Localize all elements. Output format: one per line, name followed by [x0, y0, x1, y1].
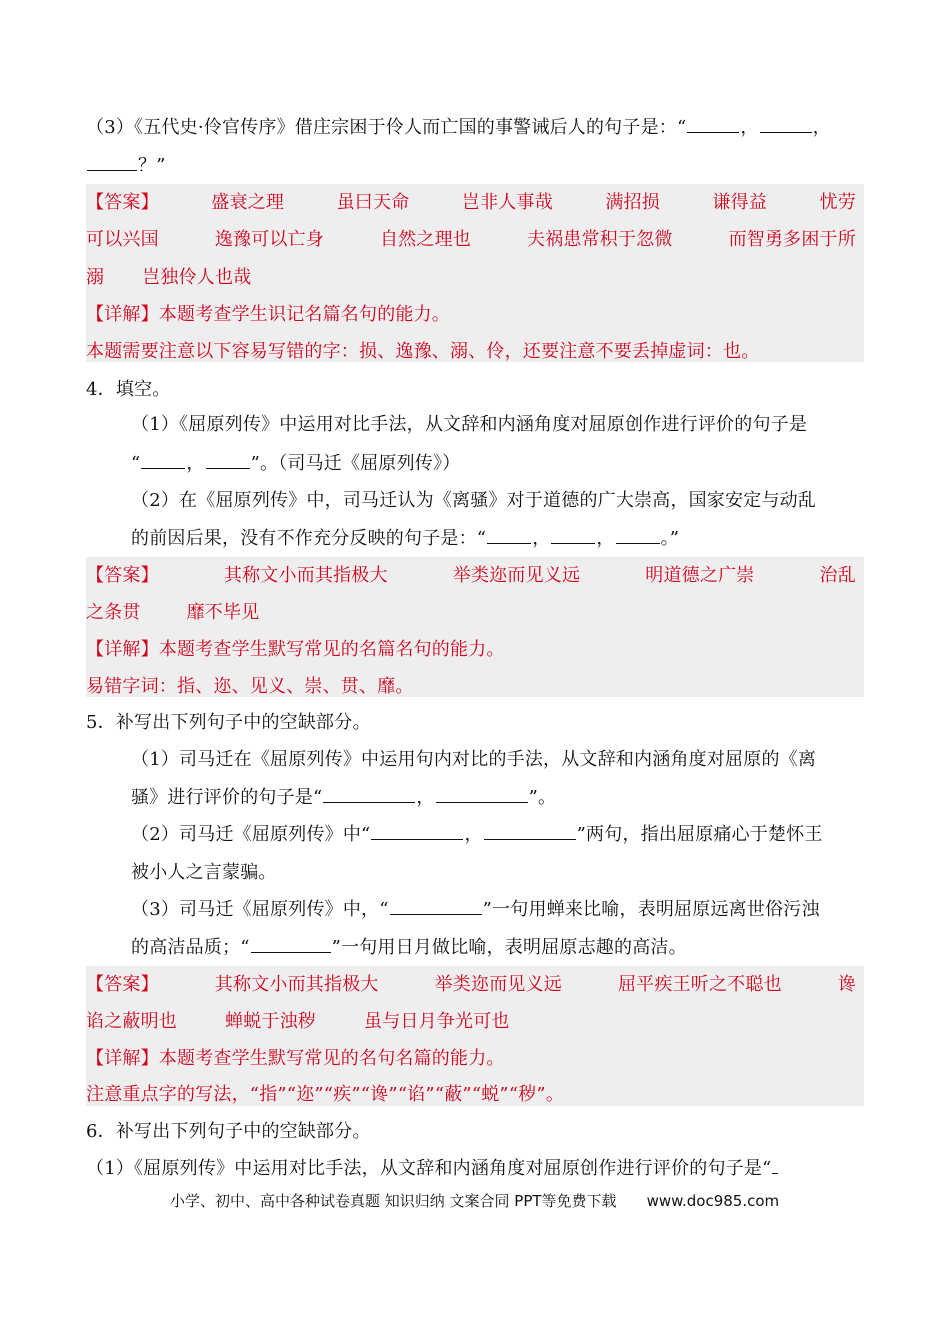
- footer-url[interactable]: www.doc985.com: [646, 1192, 780, 1210]
- answer-item: 夫祸患常积于忽微: [526, 229, 673, 250]
- answer-item: 蝉蜕于浊秽: [225, 1011, 316, 1032]
- blank: [87, 152, 137, 171]
- blank: [772, 1155, 778, 1174]
- answer-label: 【答案】: [86, 974, 159, 995]
- detail-text: 本题考查学生默写常见的名篇名句的能力。: [158, 639, 505, 660]
- question-text: （2）司马迁《屈原列传》中“: [131, 824, 371, 845]
- question-text: 被小人之言蒙骗。: [131, 862, 277, 883]
- q5-p2-line-2: [131, 854, 911, 892]
- question-text: （1）司马迁在《屈原列传》中运用句内对比的手法，从文辞和内涵角度对屈原的《离: [131, 749, 817, 770]
- page-footer: [170, 1190, 850, 1212]
- q4-title: [86, 371, 866, 409]
- answer-label: 【答案】: [86, 565, 159, 586]
- detail-label: 【详解】: [86, 639, 159, 660]
- separator: ，: [186, 453, 205, 474]
- blank: [371, 821, 463, 840]
- answer-item: 虽与日月争光可也: [364, 1011, 510, 1032]
- question-text: 的高洁品质；“: [131, 937, 250, 958]
- blank: [390, 896, 482, 915]
- answer-item: 谗: [837, 974, 856, 995]
- separator: ，: [416, 787, 435, 808]
- q4-p1-line-1: [131, 406, 866, 444]
- q4-p1-line-2: [131, 445, 911, 483]
- quote: “: [131, 453, 141, 474]
- answer-4-row-2: [86, 594, 866, 632]
- question-title: 6．补写出下列句子中的空缺部分。: [86, 1121, 371, 1142]
- answer-item: 其称文小而其指极大: [223, 565, 388, 586]
- answer-item: 溺: [86, 267, 105, 288]
- q3-text: （3）《五代史·伶官传序》借庄宗困于伶人而亡国的事警诫后人的句子是：“: [86, 117, 687, 138]
- separator: ，: [532, 528, 551, 549]
- line-end: ”。: [528, 787, 557, 808]
- blank: [251, 934, 331, 953]
- q5-p3-line-2: [131, 929, 911, 967]
- detail-label: 【详解】: [86, 304, 159, 325]
- answer-item: 举类迩而见义远: [452, 565, 581, 586]
- line-end: ？”: [138, 155, 166, 176]
- q5-p1-line-2: [131, 779, 911, 817]
- question-text: ”一句用蝉来比喻，表明屈原远离世俗污浊: [482, 899, 820, 920]
- q5-p1-line-1: [131, 741, 866, 779]
- answer-item: 举类迩而见义远: [434, 974, 562, 995]
- q4-p2-line-1: [131, 482, 866, 520]
- question-text: ”。（司马迁《屈原列传》）: [250, 453, 461, 474]
- blank: [141, 450, 185, 469]
- note-3: [86, 333, 866, 371]
- question-text: 骚》进行评价的句子是“: [131, 787, 323, 808]
- q3-line-1: [86, 109, 866, 147]
- answer-item: 屈平疾王听之不聪也: [617, 974, 782, 995]
- blank: [760, 114, 812, 133]
- q5-title: [86, 704, 866, 742]
- question-text: ”一句用日月做比喻，表明屈原志趣的高洁。: [331, 937, 687, 958]
- answer-item: 谄之蔽明也: [86, 1011, 177, 1032]
- answer-item: 靡不毕见: [186, 602, 260, 623]
- q6-p1-line-1: [86, 1150, 866, 1188]
- blank: [687, 114, 739, 133]
- detail-text: 本题考查学生默写常见的名句名篇的能力。: [158, 1048, 505, 1069]
- answer-item: 盛衰之理: [211, 192, 285, 213]
- answer-item: 逸豫可以亡身: [214, 229, 324, 250]
- q4-p2-line-2: [131, 520, 911, 558]
- question-text: （2）在《屈原列传》中，司马迁认为《离骚》对于道德的广大崇高，国家安定与动乱: [131, 490, 817, 511]
- question-text: （1）《屈原列传》中运用对比手法，从文辞和内涵角度对屈原创作进行评价的句子是“: [86, 1158, 772, 1179]
- answer-3-row-1: [86, 184, 866, 222]
- blank: [484, 821, 576, 840]
- note-4: [86, 668, 866, 706]
- answer-label: 【答案】: [86, 192, 159, 213]
- answer-item: 可以兴国: [86, 229, 159, 250]
- blank: [436, 784, 528, 803]
- answer-item: 其称文小而其指极大: [214, 974, 379, 995]
- answer-item: 谦得益: [712, 192, 768, 213]
- q5-p2-line-1: [131, 816, 866, 854]
- blank: [206, 450, 250, 469]
- detail-4: [86, 631, 866, 669]
- answer-item: 岂非人事哉: [461, 192, 553, 213]
- q6-title: [86, 1113, 866, 1151]
- blank: [616, 525, 660, 544]
- question-title: 5．补写出下列句子中的空缺部分。: [86, 712, 371, 733]
- detail-5: [86, 1040, 866, 1078]
- detail-label: 【详解】: [86, 1048, 159, 1069]
- blank: [551, 525, 595, 544]
- separator: ，: [812, 117, 831, 138]
- note-text: 注意重点字的写法，“指”“迩”“疾”“谗”“谄”“蔽”“蜕”“秽”。: [86, 1084, 565, 1105]
- answer-5-row-1: [86, 966, 866, 1004]
- separator: ，: [464, 824, 483, 845]
- answer-3-row-2: [86, 221, 866, 259]
- answer-3-row-3: [86, 259, 866, 297]
- detail-3: [86, 296, 866, 334]
- answer-item: 满招损: [605, 192, 660, 213]
- footer-text: 小学、初中、高中各种试卷真题 知识归纳 文案合同 PPT等免费下载: [170, 1192, 617, 1210]
- answer-item: 自然之理也: [379, 229, 471, 250]
- blank: [323, 784, 415, 803]
- question-text: 的前因后果，没有不作充分反映的句子是：“: [131, 528, 487, 549]
- note-text: 本题需要注意以下容易写错的字：损、逸豫、溺、伶，还要注意不要丢掉虚词：也。: [86, 341, 760, 362]
- line-end: 。”: [660, 528, 680, 549]
- answer-5-row-2: [86, 1003, 866, 1041]
- answer-item: 而智勇多困于所: [728, 229, 856, 250]
- question-title: 4．填空。: [86, 379, 171, 400]
- answer-4-row-1: [86, 557, 866, 595]
- answer-item: 岂独伶人也哉: [142, 267, 252, 288]
- blank: [487, 525, 531, 544]
- question-text: ”两句，指出屈原痛心于楚怀王: [576, 824, 823, 845]
- answer-item: 之条贯: [86, 602, 141, 623]
- q3-line-2: [86, 147, 866, 185]
- detail-text: 本题考查学生识记名篇名句的能力。: [158, 304, 451, 325]
- note-text: 易错字词：指、迩、见义、崇、贯、靡。: [86, 676, 414, 697]
- separator: ，: [596, 528, 615, 549]
- q5-p3-line-1: [131, 891, 866, 929]
- question-text: （3）司马迁《屈原列传》中，“: [131, 899, 389, 920]
- answer-item: 治乱: [819, 565, 856, 586]
- note-5: [86, 1076, 866, 1114]
- answer-item: 忧劳: [819, 192, 856, 213]
- answer-item: 明道德之广崇: [645, 565, 755, 586]
- separator: ，: [740, 117, 759, 138]
- answer-item: 虽曰天命: [336, 192, 410, 213]
- question-text: （1）《屈原列传》中运用对比手法，从文辞和内涵角度对屈原创作进行评价的句子是: [131, 414, 808, 435]
